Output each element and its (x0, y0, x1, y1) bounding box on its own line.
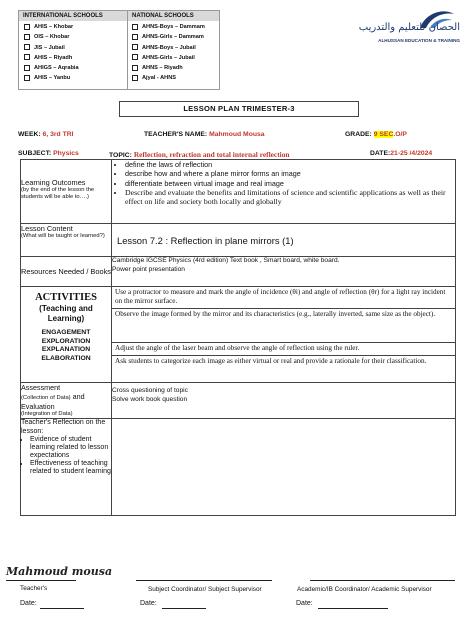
outcome-item: • describe how and where a plane mirror forms an image (125, 169, 455, 178)
teacher-date: Date: (20, 600, 37, 607)
school-item: AHIS – Yanbu (24, 73, 79, 83)
teacher-date-line (40, 608, 84, 609)
school-item: Ajyal - AHNS (132, 73, 205, 83)
info-line-week (18, 131, 458, 141)
grade-field: GRADE: 9 SEC.O/P (345, 131, 407, 138)
reflection-cell (112, 419, 456, 516)
activities-row (21, 287, 456, 383)
reflection-label-cell: Teacher's Reflection on the lesson: • Evidence of student learning related to lesson expectations • Effectiveness of teaching related to student learning (21, 419, 112, 516)
teacher-field: TEACHER'S NAME: Mahmoud Mousa (144, 131, 265, 138)
page-title: LESSON PLAN TRIMESTER-3 (119, 101, 359, 117)
checkbox-icon (24, 34, 30, 40)
topic-field: TOPIC: Reflection, refraction and total internal reflection (109, 150, 290, 159)
checkbox-icon (132, 54, 138, 60)
international-list (24, 22, 79, 84)
activities-label-cell: ACTIVITIES (Teaching and Learning) ENGAGEMENT EXPLORATION EXPLANATION ELABORATION (21, 287, 112, 383)
subject-field: SUBJECT: Physics (18, 150, 79, 157)
stages-list: ENGAGEMENT EXPLORATION EXPLANATION ELABORATION (41, 329, 91, 362)
outcomes-cell (112, 160, 456, 224)
school-item: AHIGS – Aqrabia (24, 63, 79, 73)
school-item: AHNS – Riyadh (132, 63, 205, 73)
content-cell (112, 224, 456, 257)
checkbox-icon (132, 34, 138, 40)
checkbox-icon (132, 44, 138, 50)
international-header: INTERNATIONAL SCHOOLS (19, 11, 127, 21)
school-item: AHNS-Boys – Jubail (132, 43, 205, 53)
activity-item: Use a protractor to measure and mark the angle of incidence (θi) and angle of reflection (θr) for a light ray incident on the mirror surface. (112, 287, 455, 309)
activity-item: Observe the image formed by the mirror and its characteristics (e.g., laterally inverted, same size as the object). (112, 309, 455, 343)
checkbox-icon (132, 75, 138, 81)
checkbox-icon (24, 54, 30, 60)
national-header: NATIONAL SCHOOLS (128, 11, 219, 21)
activities-cell (112, 287, 456, 383)
academic-date: Date: (296, 600, 313, 607)
teacher-signature: Mahmoud mousa (6, 565, 113, 578)
resources-cell: Cambridge IGCSE Physics (4rd edition) Text book , Smart board, white board. Power point presentation (112, 257, 456, 287)
academic-caption: Academic/IB Coordinator/ Academic Supervisor (297, 586, 432, 593)
checkbox-icon (24, 75, 30, 81)
logo-arabic-text: الحصان للتعليم والتدريب (358, 22, 460, 33)
logo-english-text: ALHUSSAN EDUCATION & TRAINING (378, 38, 460, 43)
checkbox-icon (24, 24, 30, 30)
school-item: AHNS-Girls – Dammam (132, 32, 205, 42)
coordinator-caption: Subject Coordinator/ Subject Supervisor (148, 586, 262, 593)
week-field: WEEK: 6, 3rd TRI (18, 131, 74, 138)
school-item: AHIS – Khobar (24, 22, 79, 32)
school-item: JIS – Jubail (24, 43, 79, 53)
outcome-item: • differentiate between virtual image and real image (125, 179, 455, 188)
reflection-row (21, 419, 456, 516)
date-field: DATE:21-25 /4/2024 (370, 150, 433, 157)
checkbox-icon (132, 65, 138, 71)
school-item: AHNS-Boys – Dammam (132, 22, 205, 32)
teacher-caption: Teacher's (20, 585, 48, 592)
company-logo (360, 10, 460, 50)
outcome-item: • Describe and evaluate the benefits and limitations of science and scientific applications as well as their effect on life and society both locally and globally (125, 188, 455, 207)
resources-label-cell: Resources Needed / Books (21, 257, 112, 287)
assessment-label-cell: Assessment (Collection of Data) and Evaluation (Integration of Data) (21, 383, 112, 419)
lesson-plan-table (20, 159, 456, 516)
school-item: OIS – Khobar (24, 32, 79, 42)
coordinator-date: Date: (140, 600, 157, 607)
outcome-item: • define the laws of reflection (125, 160, 455, 169)
coordinator-date-line (162, 608, 206, 609)
outcomes-label-cell: Learning Outcomes (by the end of the lesson the students will be able to….) (21, 160, 112, 224)
assessment-cell: Cross questioning of topic Solve work book question (112, 383, 456, 419)
content-row (21, 224, 456, 257)
reflection-item: • Effectiveness of teaching related to student learning (30, 460, 111, 476)
academic-line (310, 580, 455, 581)
signature-line (6, 580, 76, 581)
outcomes-row (21, 160, 456, 224)
resources-row (21, 257, 456, 287)
checkbox-icon (24, 44, 30, 50)
activity-item: Ask students to categorize each image as either virtual or real and provide a rationale for their classification. (115, 357, 427, 365)
lesson-content-text: Lesson 7.2 : Reflection in plane mirrors (1) (117, 234, 294, 246)
checkbox-icon (24, 65, 30, 71)
school-item: AHIS – Riyadh (24, 53, 79, 63)
national-list (132, 22, 205, 84)
reflection-item: • Evidence of student learning related to lesson expectations (30, 436, 111, 460)
school-item: AHNS-Girls – Jubail (132, 53, 205, 63)
checkbox-icon (132, 24, 138, 30)
coordinator-line (136, 580, 272, 581)
schools-table (18, 10, 220, 90)
academic-date-line (318, 608, 388, 609)
activity-item: Adjust the angle of the laser beam and observe the angle of reflection using the ruler. (112, 343, 455, 356)
assessment-row (21, 383, 456, 419)
content-label-cell: Lesson Content (What will be taught or learned?) (21, 224, 112, 257)
